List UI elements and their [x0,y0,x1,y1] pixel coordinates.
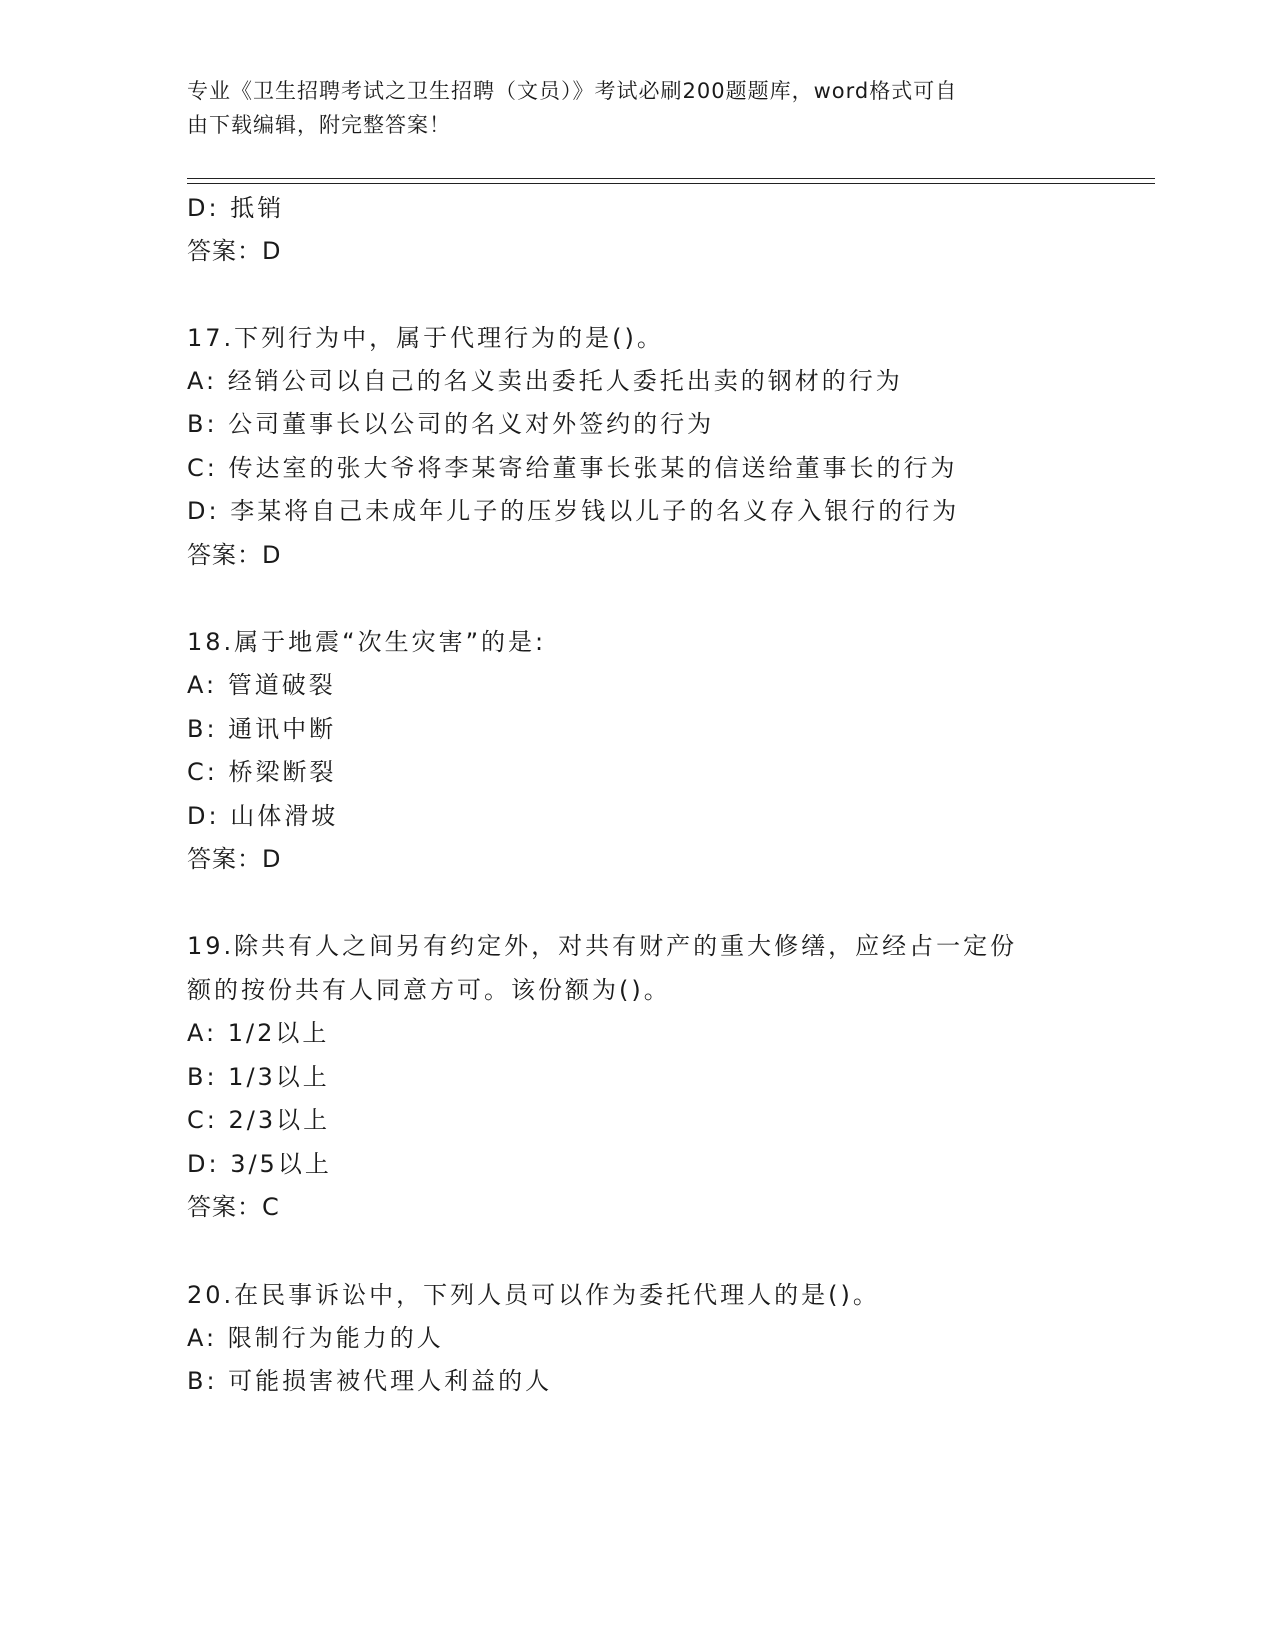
header-line-2: 由下载编辑，附完整答案！ [187,113,451,137]
question-stem: 19.除共有人之间另有约定外，对共有财产的重大修缮，应经占一定份 [187,932,1018,960]
option-line: C: 桥梁断裂 [187,758,337,786]
option-line: D: 抵销 [187,194,285,222]
option-line: A: 经销公司以自己的名义卖出委托人委托出卖的钢材的行为 [187,367,903,395]
option-line: B: 通讯中断 [187,715,337,743]
option-line: D: 山体滑坡 [187,802,339,830]
option-line: D: 李某将自己未成年儿子的压岁钱以儿子的名义存入银行的行为 [187,497,960,525]
option-line: D: 3/5以上 [187,1150,332,1178]
answer-line: 答案：D [187,237,282,265]
header-line-1: 专业《卫生招聘考试之卫生招聘（文员）》考试必刷200题题库，word格式可自 [187,79,958,103]
option-line: A: 管道破裂 [187,671,336,699]
answer-line: 答案：C [187,1193,280,1221]
option-line: B: 公司董事长以公司的名义对外签约的行为 [187,410,715,438]
question-stem: 20.在民事诉讼中，下列人员可以作为委托代理人的是()。 [187,1281,880,1309]
option-line: A: 限制行为能力的人 [187,1324,444,1352]
option-line: B: 可能损害被代理人利益的人 [187,1367,553,1395]
option-line: C: 传达室的张大爷将李某寄给董事长张某的信送给董事长的行为 [187,454,958,482]
answer-line: 答案：D [187,541,282,569]
option-line: C: 2/3以上 [187,1106,331,1134]
answer-line: 答案：D [187,845,282,873]
header-divider-top [187,178,1155,179]
question-stem: 18.属于地震“次生灾害”的是: [187,628,547,656]
document-header [187,74,1067,142]
question-stem: 额的按份共有人同意方可。该份额为()。 [187,976,671,1004]
header-divider-bottom [187,183,1155,184]
question-stem: 17.下列行为中，属于代理行为的是()。 [187,324,664,352]
option-line: A: 1/2以上 [187,1019,330,1047]
option-line: B: 1/3以上 [187,1063,330,1091]
